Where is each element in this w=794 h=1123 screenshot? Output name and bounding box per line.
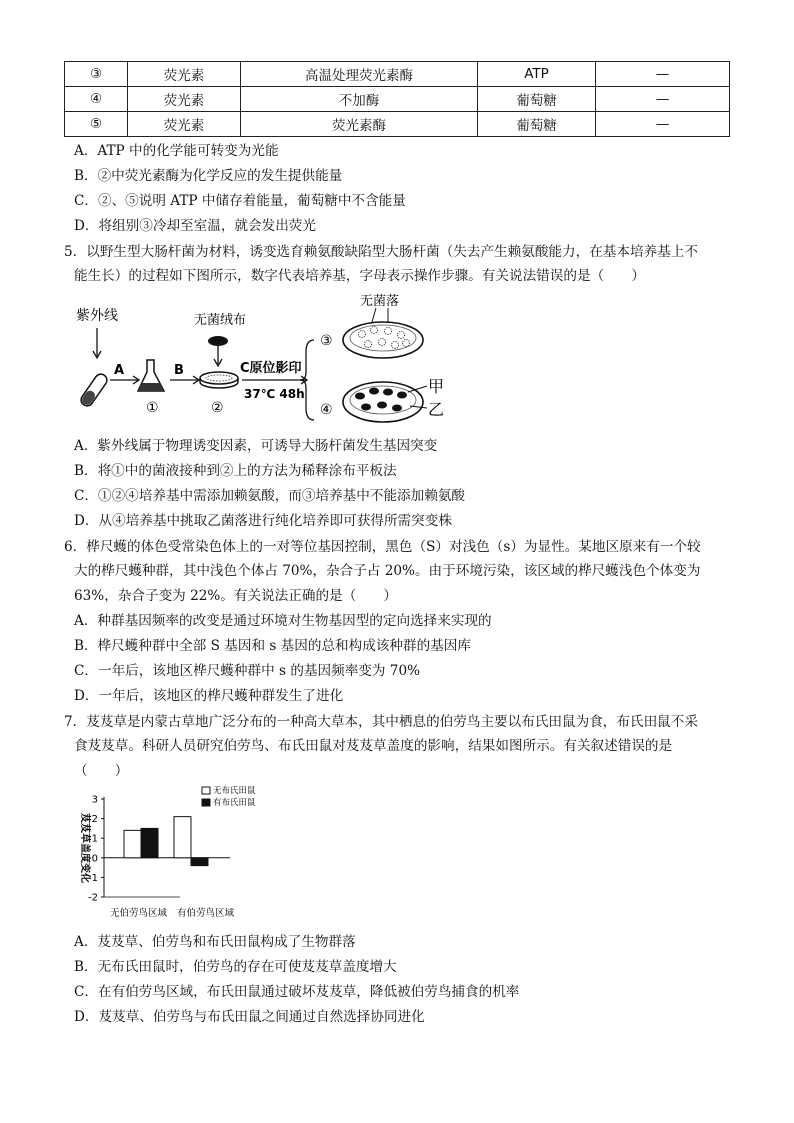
colony-free-label: 无菌落 (360, 294, 400, 309)
q4-option-c: C．②、⑤说明 ATP 中储存着能量，葡萄糖中不含能量 (74, 193, 406, 209)
y-tick-label: 3 (91, 794, 98, 806)
plate-1-label: ① (146, 400, 159, 416)
legend-swatch (202, 799, 210, 806)
table-cell: — (596, 112, 730, 137)
y-tick-label: 1 (91, 833, 98, 845)
table-row (65, 112, 730, 137)
table-cell: ④ (65, 87, 128, 112)
q7-stem-line-1: 7．芨芨草是内蒙古草地广泛分布的一种高大草本，其中栖息的伯劳鸟主要以布氏田鼠为食，布氏田鼠不采 (64, 714, 698, 730)
table-row (65, 62, 730, 87)
x-category-label: 无伯劳鸟区域 (110, 908, 168, 919)
flask-icon (138, 360, 164, 391)
velvet-stamp-icon (208, 336, 228, 346)
table-row (65, 87, 730, 112)
q6-stem-line-2: 大的桦尺蠖种群，其中浅色个体占 70%，杂合子占 20%。由于环境污染，该区域的桦尺蠖浅色个体变为 (74, 563, 701, 579)
y-tick-label: 0 (91, 853, 98, 865)
colony-yi-label: 乙 (428, 400, 445, 419)
q6-stem-line-3: 63%，杂合子变为 22%。有关说法正确的是（ ） (74, 588, 398, 604)
q7-stem-line-3: （ ） (74, 763, 129, 779)
q5-option-d: D．从④培养基中挑取乙菌落进行纯化培养即可获得所需突变株 (74, 513, 452, 529)
q7-stem-line-2: 食芨芨草。科研人员研究伯劳鸟、布氏田鼠对芨芨草盖度的影响，结果如图所示。有关叙述错误的是 (74, 738, 673, 754)
table-cell: ⑤ (65, 112, 128, 137)
plate-2-icon (200, 372, 238, 388)
q6-option-a: A．种群基因频率的改变是通过环境对生物基因型的定向选择来实现的 (74, 613, 492, 629)
bar-with-vole-0 (141, 828, 158, 857)
q6-stem-line-1: 6．桦尺蠖的体色受常染色体上的一对等位基因控制，黑色（S）对浅色（s）为显性。某地区原来有一个较 (64, 539, 701, 555)
condition-label: 37℃ 48h (244, 387, 305, 401)
table-cell: 葡萄糖 (478, 87, 596, 112)
legend-label: 有布氏田鼠 (213, 798, 256, 808)
plate-3-icon (343, 322, 423, 358)
legend-swatch (202, 787, 210, 794)
table-cell: ATP (478, 62, 596, 87)
coverage-bar-chart (70, 785, 270, 925)
step-a-label: A (114, 363, 125, 378)
plate-4-label: ④ (320, 402, 333, 418)
q7-option-c: C．在有伯劳鸟区域，布氏田鼠通过破坏芨芨草，降低被伯劳鸟捕食的机率 (74, 984, 520, 1000)
q5-option-b: B．将①中的菌液接种到②上的方法为稀释涂布平板法 (74, 463, 397, 479)
table-cell: 高温处理荧光素酶 (241, 62, 478, 87)
chart-ylabel: 芨芨草盖度变化 (79, 813, 90, 883)
q4-option-a: A．ATP 中的化学能可转变为光能 (74, 143, 279, 159)
q7-option-d: D．芨芨草、伯劳鸟与布氏田鼠之间通过自然选择协同进化 (74, 1009, 425, 1025)
bar-no-vole-0 (124, 830, 141, 857)
step-b-label: B (174, 363, 184, 378)
pointer-line (372, 308, 376, 322)
table-cell: ③ (65, 62, 128, 87)
q5-option-a: A．紫外线属于物理诱变因素，可诱导大肠杆菌发生基因突变 (74, 438, 438, 454)
mutagenesis-diagram (70, 288, 460, 428)
table-cell: 不加酶 (241, 87, 478, 112)
plate-4-icon (343, 382, 423, 422)
q5-option-c: C．①②④培养基中需添加赖氨酸，而③培养基中不能添加赖氨酸 (74, 488, 466, 504)
legend-label: 无布氏田鼠 (213, 786, 256, 796)
q6-option-b: B．桦尺蠖种群中全部 S 基因和 s 基因的总和构成该种群的基因库 (74, 638, 471, 654)
plate-2-label: ② (211, 400, 224, 416)
q6-option-c: C．一年后，该地区桦尺蠖种群中 s 的基因频率变为 70% (74, 663, 421, 679)
q7-option-b: B．无布氏田鼠时，伯劳鸟的存在可使芨芨草盖度增大 (74, 959, 397, 975)
y-tick-label: -2 (88, 892, 98, 904)
bar-no-vole-1 (174, 817, 191, 858)
uv-label: 紫外线 (76, 308, 118, 324)
x-category-label: 有伯劳鸟区域 (177, 908, 235, 919)
table-cell: 荧光素 (128, 112, 241, 137)
q5-stem-line-2: 能生长）的过程如下图所示，数字代表培养基，字母表示操作步骤。有关说法错误的是（ ） (74, 268, 645, 284)
table-cell: 葡萄糖 (478, 112, 596, 137)
velvet-label: 无菌绒布 (194, 313, 247, 328)
q4-option-b: B．②中荧光素酶为化学反应的发生提供能量 (74, 168, 343, 184)
table-cell: 荧光素 (128, 87, 241, 112)
table-cell: — (596, 62, 730, 87)
colony-jia-label: 甲 (428, 377, 445, 396)
experiment-table (64, 61, 730, 137)
q7-option-a: A．芨芨草、伯劳鸟和布氏田鼠构成了生物群落 (74, 934, 356, 950)
y-tick-label: -1 (88, 872, 98, 884)
q6-option-d: D．一年后，该地区的桦尺蠖种群发生了进化 (74, 688, 344, 704)
plate-3-label: ③ (320, 333, 333, 349)
step-c-label: C原位影印 (240, 361, 302, 376)
q4-option-d: D．将组别③冷却至室温，就会发出荧光 (74, 218, 316, 234)
test-tube-icon (79, 372, 109, 408)
table-cell: 荧光素 (128, 62, 241, 87)
y-tick-label: 2 (91, 814, 98, 826)
q5-stem-line-1: 5．以野生型大肠杆菌为材料，诱变选育赖氨酸缺陷型大肠杆菌（失去产生赖氨酸能力，在基本培养基上不 (64, 244, 698, 260)
bar-with-vole-1 (191, 858, 208, 866)
table-cell: 荧光素酶 (241, 112, 478, 137)
table-cell: — (596, 87, 730, 112)
